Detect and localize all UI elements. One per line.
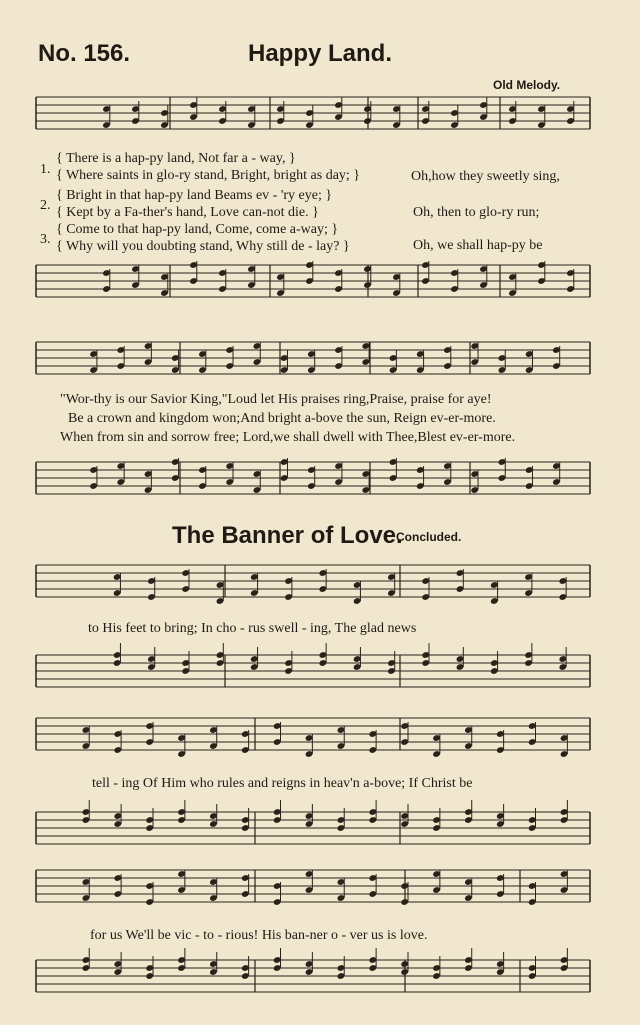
lyric-line-right: Oh, then to glo-ry run; (413, 205, 540, 220)
lyric-line-right: Oh, we shall hap-py be (413, 238, 543, 253)
lyric-line: for us We'll be vic - to - rious! His ban-ner o - ver us is love. (90, 928, 428, 943)
lyric-line: Be a crown and kingdom won;And bright a-bove the sun, Reign ev-er-more. (68, 411, 496, 426)
lyric-line: tell - ing Of Him who rules and reigns in heav'n a-bove; If Christ be (92, 776, 473, 791)
concluded-note: Concluded. (396, 530, 462, 544)
lyric-line: "Wor-thy is our Savior King,"Loud let His praises ring,Praise, praise for aye! (60, 392, 492, 407)
verse-number-1: 1. (40, 162, 51, 177)
lyric-line: { There is a hap-py land, Not far a - way, } (56, 151, 296, 166)
lyric-line: { Kept by a Fa-ther's hand, Love can-not die. } (56, 205, 319, 220)
lyric-line: to His feet to bring; In cho - rus swell - ing, The glad news (88, 621, 417, 636)
lyric-line-right: Oh,how they sweetly sing, (411, 169, 560, 184)
hymn-title-2: The Banner of Love. (172, 522, 403, 549)
hymn-title: Happy Land. (248, 40, 393, 67)
melody-credit: Old Melody. (493, 78, 561, 92)
hymn-number: No. 156. (38, 40, 131, 67)
lyric-line: { Bright in that hap-py land Beams ev - 'ry eye; } (56, 188, 333, 203)
lyric-line: When from sin and sorrow free; Lord,we shall dwell with Thee,Blest ev-er-more. (60, 430, 516, 445)
verse-number-3: 3. (40, 232, 51, 247)
lyric-line: { Where saints in glo-ry stand, Bright, bright as day; } (56, 168, 361, 183)
lyric-line: { Why will you doubting stand, Why still de - lay? } (56, 239, 350, 254)
verse-number-2: 2. (40, 198, 51, 213)
lyric-line: { Come to that hap-py land, Come, come a-way; } (56, 222, 339, 237)
